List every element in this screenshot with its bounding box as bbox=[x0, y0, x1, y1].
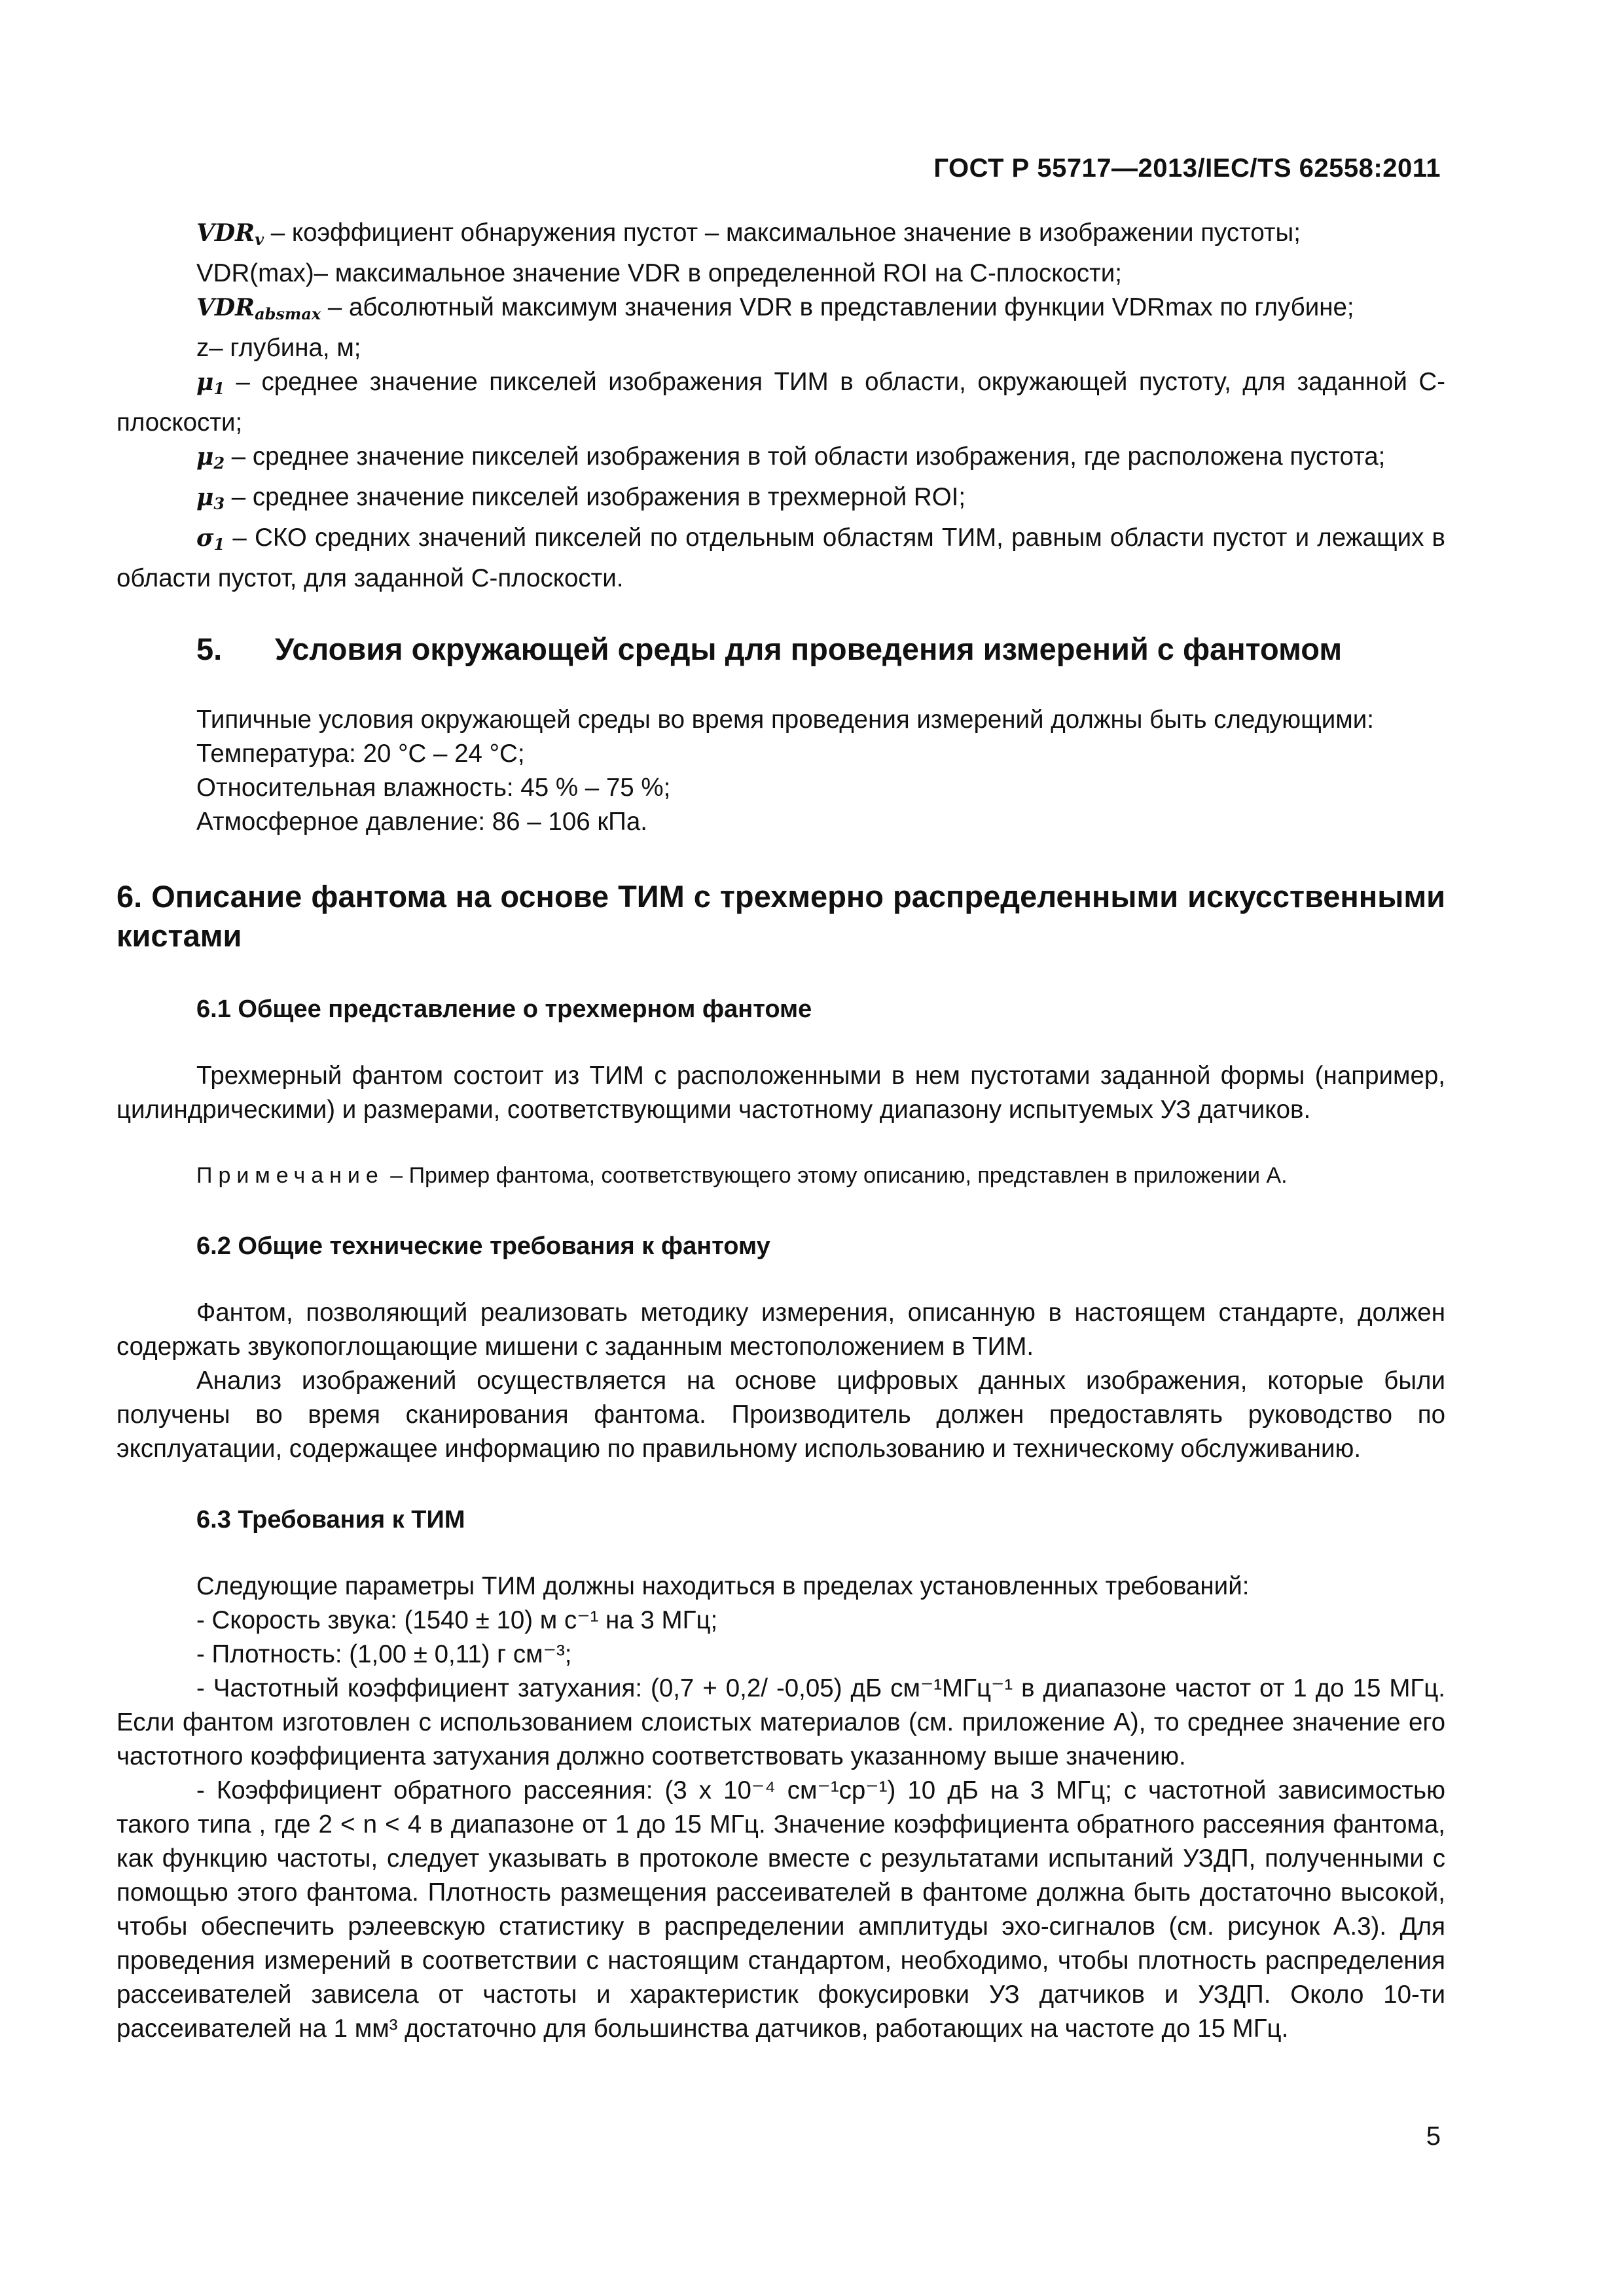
note-label: Примечание bbox=[196, 1163, 384, 1188]
definition-mu2 bbox=[117, 440, 1445, 480]
symbol: μ bbox=[196, 443, 214, 471]
density-item: - Плотность: (1,00 ± 0,11) г см⁻³; bbox=[196, 1640, 572, 1668]
subsection-6-2-heading: 6.2 Общие технические требования к фантому bbox=[196, 1232, 770, 1260]
symbol-subscript: 1 bbox=[213, 379, 225, 398]
section-5-intro: Типичные условия окружающей среды во время проведения измерений должны быть следующими: bbox=[196, 706, 1374, 734]
subsection-6-3-heading: 6.3 Требования к ТИМ bbox=[196, 1506, 465, 1534]
subsection-6-1-text: Трехмерный фантом состоит из ТИМ с расположенными в нем пустотами заданной формы (например, цилиндрическими) и размерами, соответствующими частотному диапазону испытуемых УЗ датчиков. bbox=[117, 1062, 1445, 1124]
subsection-6-1-heading: 6.1 Общее представление о трехмерном фантоме bbox=[196, 996, 812, 1023]
definition-mu3 bbox=[117, 480, 1445, 521]
symbol-subscript: absmax bbox=[255, 304, 321, 323]
symbol: μ bbox=[196, 484, 214, 511]
pressure-line: Атмосферное давление: 86 – 106 кПа. bbox=[196, 808, 647, 836]
section-title: Условия окружающей среды для проведения измерений с фантомом bbox=[275, 632, 1343, 666]
page-number: 5 bbox=[1426, 2122, 1441, 2151]
section-number: 5. bbox=[196, 632, 223, 666]
definition-vdr-absmax bbox=[117, 291, 1445, 331]
symbol-subscript: 3 bbox=[213, 494, 225, 513]
definition-z bbox=[117, 331, 1445, 365]
document-header: ГОСТ Р 55717—2013/IEC/TS 62558:2011 bbox=[933, 154, 1441, 183]
symbol-subscript: 2 bbox=[213, 454, 225, 473]
symbol: VDR bbox=[196, 219, 255, 247]
subsection-6-3-intro: Следующие параметры ТИМ должны находиться в пределах установленных требований: bbox=[196, 1572, 1250, 1600]
symbol-subscript: v bbox=[255, 230, 264, 249]
humidity-line: Относительная влажность: 45 % – 75 %; bbox=[196, 774, 671, 802]
subsection-6-2-paragraph-1: Фантом, позволяющий реализовать методику измерения, описанную в настоящем стандарте, должен содержать звукопоглощающие мишени с заданным местоположением в ТИМ. bbox=[117, 1299, 1445, 1361]
definition-text: – абсолютный максимум значения VDR в представлении функции VDRmax по глубине; bbox=[321, 293, 1354, 321]
definition-vdr-max bbox=[117, 257, 1445, 291]
definition-text: – среднее значение пикселей изображения в трехмерной ROI; bbox=[225, 483, 966, 511]
note bbox=[117, 1158, 1445, 1193]
definition-vdr-v bbox=[117, 216, 1445, 257]
temperature-line: Температура: 20 °С – 24 °С; bbox=[196, 740, 525, 768]
speed-of-sound-item: - Скорость звука: (1540 ± 10) м с⁻¹ на 3 МГц; bbox=[196, 1606, 718, 1634]
symbol-subscript: 1 bbox=[213, 535, 225, 554]
definition-text: – среднее значение пикселей изображения ТИМ в области, окружающей пустоту, для заданной С-плоскости; bbox=[117, 368, 1445, 437]
definition-text: – среднее значение пикселей изображения в той области изображения, где расположена пустота; bbox=[225, 442, 1386, 471]
symbol: μ bbox=[196, 368, 214, 396]
definition-text: – СКО средних значений пикселей по отдельным областям ТИМ, равным области пустот и лежащих в области пустот, для заданной С-плоскости. bbox=[117, 524, 1445, 592]
page-content bbox=[117, 216, 1445, 2046]
definition-text: VDR(max)– максимальное значение VDR в определенной ROI на С-плоскости; bbox=[196, 259, 1122, 287]
section-6-heading: 6. Описание фантома на основе ТИМ с трехмерно распределенными искусственными кистами bbox=[117, 879, 1445, 953]
definition-mu1 bbox=[117, 365, 1445, 440]
definition-sigma1 bbox=[117, 521, 1445, 596]
note-text: – Пример фантома, соответствующего этому описанию, представлен в приложении А. bbox=[384, 1163, 1288, 1188]
symbol: VDR bbox=[196, 294, 255, 321]
backscatter-item: - Коэффициент обратного рассеяния: (3 x 10⁻⁴ см⁻¹ср⁻¹) 10 дБ на 3 МГц; с частотной зависимостью такого типа , где 2 < n < 4 в диапазоне от 1 до 15 МГц. Значение коэффициента обратного рассеяния фантома, как функцию частоты, следует указывать в протоколе вместе с результатами испытаний УЗДП, полученными с помощью этого фантома. Плотность размещения рассеивателей в фантоме должна быть достаточно высокой, чтобы обеспечить рэлеевскую статистику в распределении амплитуды эхо-сигналов (см. рисунок А.3). Для проведения измерений в соответствии с настоящим стандартом, необходимо, чтобы плотность распределения рассеивателей зависела от частоты и характеристик фокусировки УЗ датчиков и УЗДП. Около 10-ти рассеивателей на 1 мм³ достаточно для большинства датчиков, работающих на частоте до 15 МГц. bbox=[117, 1776, 1445, 2043]
attenuation-item: - Частотный коэффициент затухания: (0,7 + 0,2/ -0,05) дБ см⁻¹МГц⁻¹ в диапазоне частот от 1 до 15 МГц. Если фантом изготовлен с использованием слоистых материалов (см. приложение А), то среднее значение его частотного коэффициента затухания должно соответствовать указанному выше значению. bbox=[117, 1674, 1445, 1770]
symbol: σ bbox=[196, 524, 214, 552]
subsection-6-2-paragraph-2: Анализ изображений осуществляется на основе цифровых данных изображения, которые были получены во время сканирования фантома. Производитель должен предоставлять руководство по эксплуатации, содержащее информацию по правильному использованию и техническому обслуживанию. bbox=[117, 1367, 1445, 1463]
definition-text: – коэффициент обнаружения пустот – максимальное значение в изображении пустоты; bbox=[264, 219, 1301, 247]
definition-text: z– глубина, м; bbox=[196, 334, 361, 362]
section-5-heading bbox=[117, 630, 1445, 669]
